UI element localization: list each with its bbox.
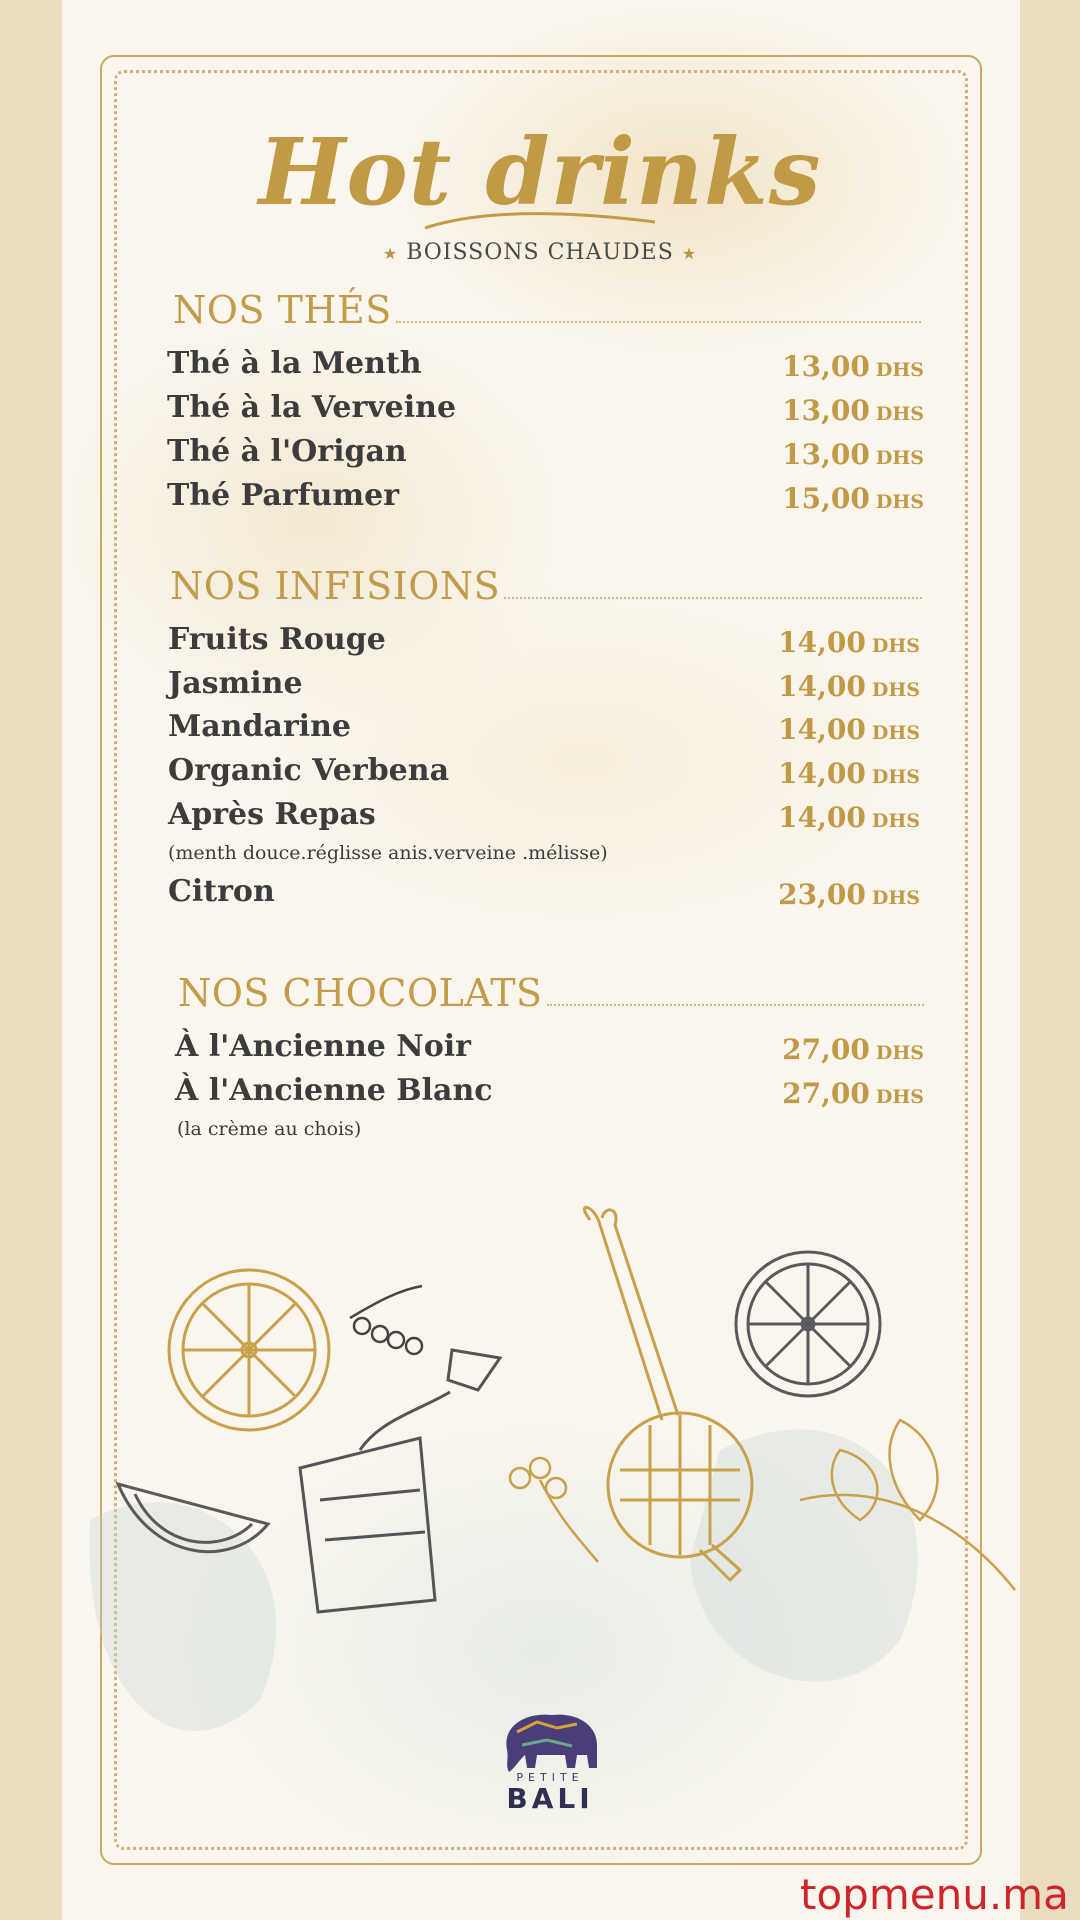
menu-item-price: 14,00 DHS xyxy=(778,757,920,790)
section-heading-text: NOS INFISIONS xyxy=(170,564,501,608)
menu-item-name: Jasmine xyxy=(168,666,303,701)
section-heading-text: NOS THÉS xyxy=(173,288,392,332)
menu-item-name: Citron xyxy=(168,874,275,909)
menu-item-name: Mandarine xyxy=(168,709,351,744)
menu-item-price: 14,00 DHS xyxy=(778,801,920,834)
star-icon: ★ xyxy=(382,244,399,263)
menu-item-name: Thé Parfumer xyxy=(167,478,400,513)
menu-item-name: Thé à l'Origan xyxy=(167,434,407,469)
menu-item-name: À l'Ancienne Blanc xyxy=(175,1073,493,1108)
star-icon: ★ xyxy=(681,244,698,263)
menu-item-price: 14,00 DHS xyxy=(778,626,920,659)
menu-item-price: 15,00 DHS xyxy=(782,482,924,515)
logo-line1: PETITE xyxy=(516,1771,584,1784)
menu-item-price: 23,00 DHS xyxy=(778,878,920,911)
orange-slice-icon xyxy=(736,1252,880,1396)
menu-item-name: Thé à la Menth xyxy=(167,346,422,381)
menu-item-price: 14,00 DHS xyxy=(778,713,920,746)
watermark-text: topmenu.ma xyxy=(800,1870,1069,1919)
menu-title: Hot drinks xyxy=(258,118,822,226)
logo-line2: BALI xyxy=(506,1782,594,1815)
menu-item-price: 27,00 DHS xyxy=(782,1077,924,1110)
menu-item-name: Thé à la Verveine xyxy=(167,390,457,425)
menu-item-price: 14,00 DHS xyxy=(778,670,920,703)
menu-item-price: 27,00 DHS xyxy=(782,1033,924,1066)
leaf-shadow-icon xyxy=(89,1429,917,1731)
section-heading-text: NOS CHOCOLATS xyxy=(178,971,543,1015)
menu-item-note: (menth douce.réglisse anis.verveine .mélisse) xyxy=(168,842,608,864)
menu-item-name: Organic Verbena xyxy=(168,753,450,788)
menu-item-name: À l'Ancienne Noir xyxy=(175,1029,471,1064)
tea-bag-icon xyxy=(300,1350,500,1612)
menu-item-price: 13,00 DHS xyxy=(782,438,924,471)
menu-item-name: Après Repas xyxy=(168,797,376,832)
menu-item-price: 13,00 DHS xyxy=(782,350,924,383)
herb-sprig-icon xyxy=(510,1458,598,1562)
menu-item-price: 13,00 DHS xyxy=(782,394,924,427)
menu-item-note: (la crème au chois) xyxy=(177,1118,362,1140)
menu-item-name: Fruits Rouge xyxy=(168,622,386,657)
brand-logo xyxy=(495,1705,605,1814)
flower-cluster-icon xyxy=(350,1286,422,1354)
subtitle-text: BOISSONS CHAUDES xyxy=(406,240,674,265)
lemon-slice-icon xyxy=(169,1270,329,1430)
